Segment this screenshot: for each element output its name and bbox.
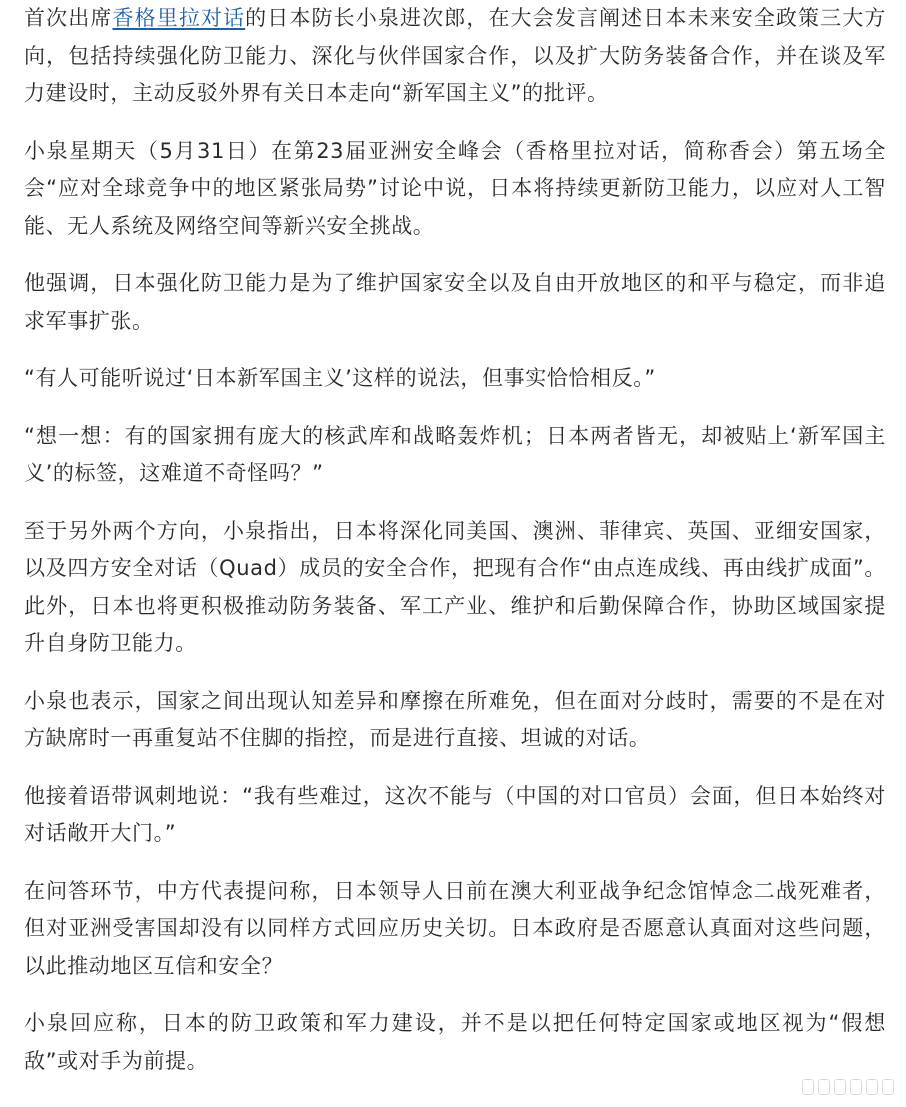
watermark-mark-icon: [834, 1079, 846, 1095]
paragraph-10: 小泉回应称，日本的防卫政策和军力建设，并不是以把任何特定国家或地区视为“假想敌”或对手为前提。: [24, 1011, 886, 1073]
shangri-la-dialogue-link[interactable]: 香格里拉对话: [112, 6, 246, 30]
watermark-mark-icon: [882, 1079, 894, 1095]
paragraph-1-lead: 首次出席: [24, 6, 113, 30]
watermark-mark-icon: [866, 1079, 878, 1095]
paragraph-4: “有人可能听说过‘日本新军国主义’这样的说法，但事实恰恰相反。”: [24, 366, 656, 390]
paragraph-2: 小泉星期天（5月31日）在第23届亚洲安全峰会（香格里拉对话，简称香会）第五场全会“应对全球竞争中的地区紧张局势”讨论中说，日本将持续更新防卫能力，以应对人工智能、无人系统及网络空间等新兴安全挑战。: [24, 138, 886, 238]
paragraph-8: 他接着语带讽刺地说：“我有些难过，这次不能与（中国的对口官员）会面，但日本始终对对话敞开大门。”: [24, 783, 886, 845]
paragraph-5: “想一想：有的国家拥有庞大的核武库和战略轰炸机；日本两者皆无，却被贴上‘新军国主义’的标签，这难道不奇怪吗？”: [24, 423, 886, 485]
paragraph-9: 在问答环节，中方代表提问称，日本领导人日前在澳大利亚战争纪念馆悼念二战死难者，但对亚洲受害国却没有以同样方式回应历史关切。日本政府是否愿意认真面对这些问题，以此推动地区互信和安全？: [24, 878, 886, 978]
watermark-mark-icon: [850, 1079, 862, 1095]
watermark-logo: [802, 1073, 894, 1101]
paragraph-1-rest: 的日本防长小泉进次郎，在大会发言阐述日本未来安全政策三大方向，包括持续强化防卫能力、深化与伙伴国家合作，以及扩大防务装备合作，并在谈及军力建设时，主动反驳外界有关日本走向“新军国主义”的批评。: [24, 6, 886, 105]
watermark-mark-icon: [818, 1079, 830, 1095]
paragraph-7: 小泉也表示，国家之间出现认知差异和摩擦在所难免，但在面对分歧时，需要的不是在对方缺席时一再重复站不住脚的指控，而是进行直接、坦诚的对话。: [24, 688, 886, 750]
paragraph-3: 他强调，日本强化防卫能力是为了维护国家安全以及自由开放地区的和平与稳定，而非追求军事扩张。: [24, 271, 886, 333]
paragraph-6: 至于另外两个方向，小泉指出，日本将深化同美国、澳洲、菲律宾、英国、亚细安国家，以及四方安全对话（Quad）成员的安全合作，把现有合作“由点连成线、再由线扩成面”。此外，日本也将更积极推动防务装备、军工产业、维护和后勤保障合作，协助区域国家提升自身防卫能力。: [24, 518, 886, 655]
article-body: [24, 0, 886, 1100]
watermark-mark-icon: [802, 1079, 814, 1095]
paragraph-1: [24, 0, 886, 113]
